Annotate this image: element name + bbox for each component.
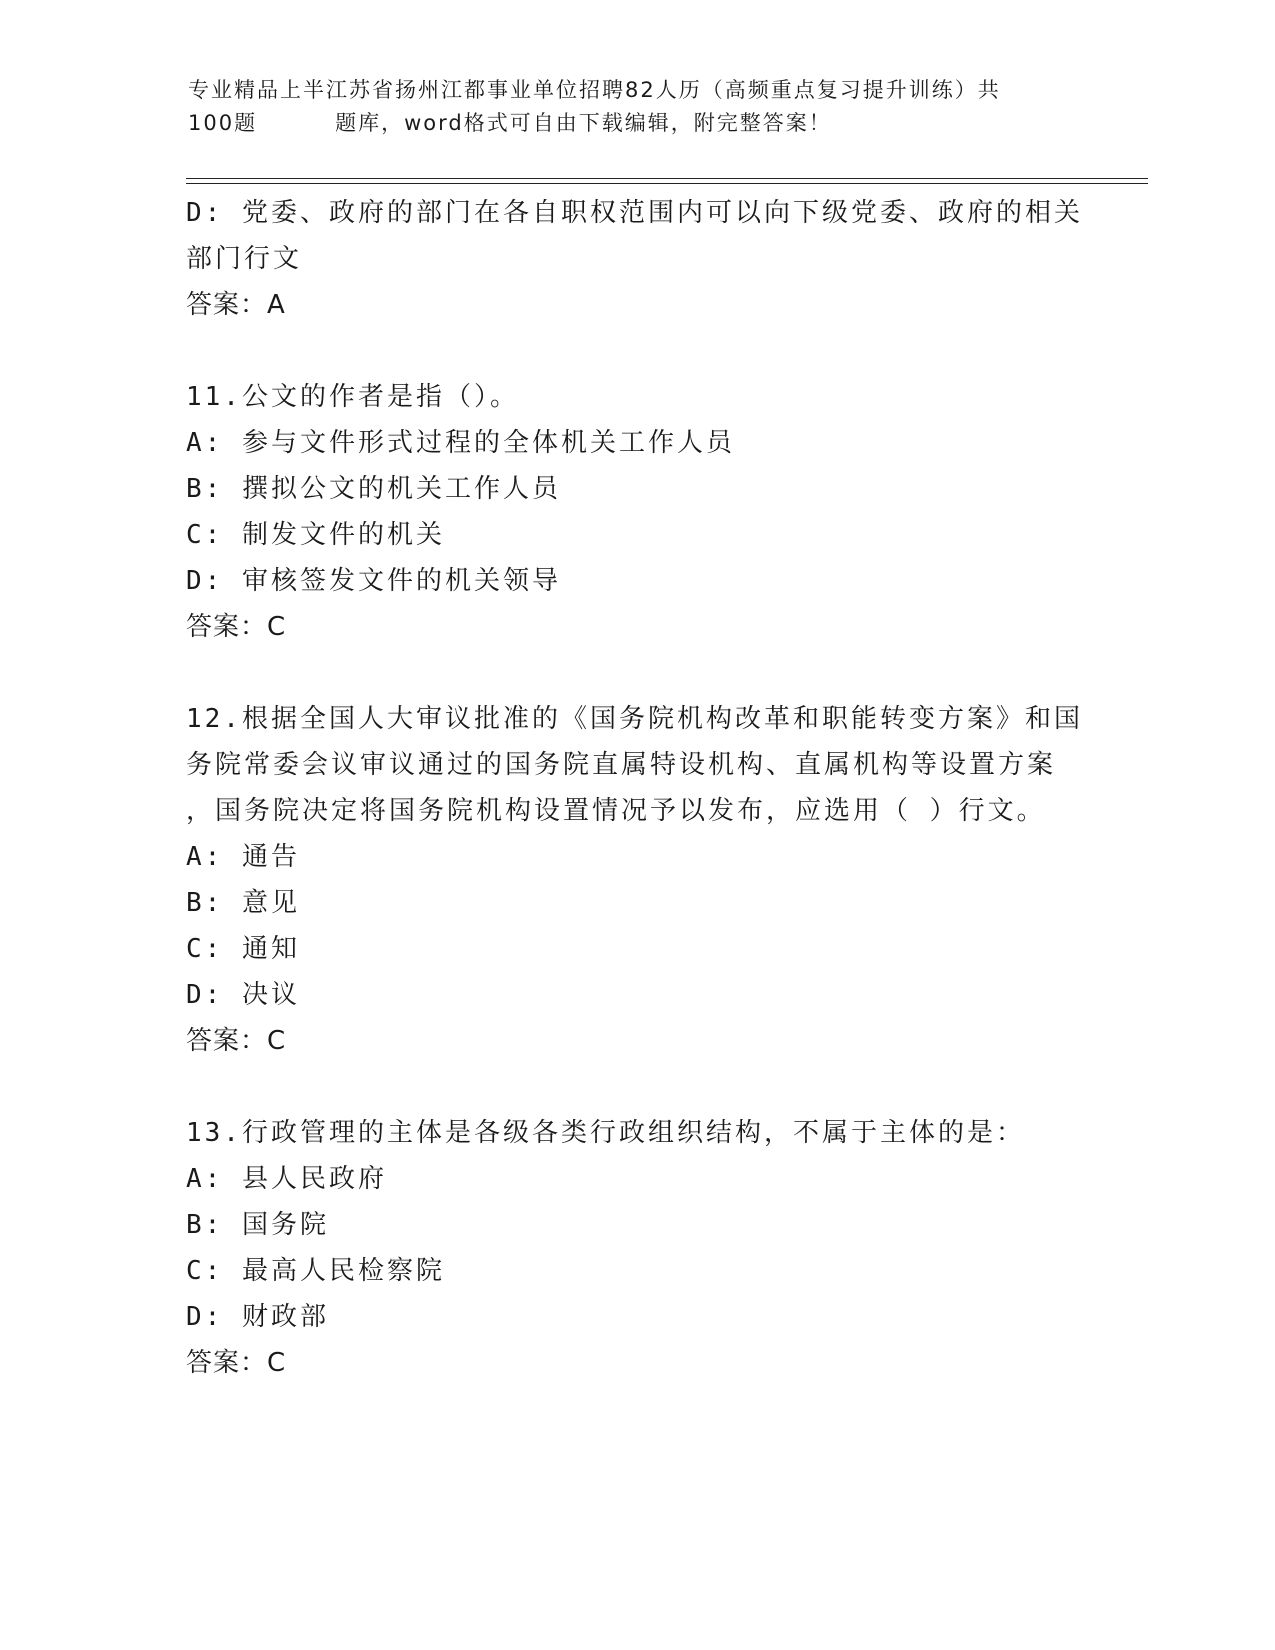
question-stem: 13.行政管理的主体是各级各类行政组织结构，不属于主体的是： [186, 1118, 1025, 1148]
question-body [186, 190, 1086, 1386]
question-stem-line-2: 务院常委会议审议通过的国务院直属特设机构、直属机构等设置方案 [186, 750, 1057, 780]
option-d: D: 财政部 [186, 1302, 329, 1332]
question-11 [186, 374, 1086, 650]
question-stem-line-1: 12.根据全国人大审议批准的《国务院机构改革和职能转变方案》和国 [186, 704, 1083, 734]
option-c: C: 制发文件的机关 [186, 520, 445, 550]
header-divider-top [186, 178, 1148, 179]
answer: 答案：C [186, 612, 287, 642]
option-c: C: 最高人民检察院 [186, 1256, 445, 1286]
option-c: C: 通知 [186, 934, 300, 964]
option-a: A: 县人民政府 [186, 1164, 387, 1194]
option-d-continued: 部门行文 [186, 244, 303, 274]
header-count: 100题 [188, 111, 258, 135]
header-subtitle: 题库，word格式可自由下载编辑，附完整答案！ [335, 111, 832, 135]
header-divider-bottom [186, 183, 1148, 184]
question-12 [186, 696, 1086, 1064]
option-b: B: 撰拟公文的机关工作人员 [186, 474, 561, 504]
question-13 [186, 1110, 1086, 1386]
option-d: D: 决议 [186, 980, 300, 1010]
answer: 答案：A [186, 290, 286, 320]
question-10-tail [186, 190, 1086, 328]
option-b: B: 意见 [186, 888, 300, 918]
option-a: A: 通告 [186, 842, 300, 872]
header-line-1: 专业精品上半江苏省扬州江都事业单位招聘82人历（高频重点复习提升训练）共 [188, 78, 1001, 102]
answer: 答案：C [186, 1026, 287, 1056]
option-d: D: 党委、政府的部门在各自职权范围内可以向下级党委、政府的相关 [186, 198, 1083, 228]
page-header [188, 74, 1088, 140]
header-line-2 [188, 107, 1088, 140]
question-stem: 11.公文的作者是指（）。 [186, 382, 519, 412]
answer: 答案：C [186, 1348, 287, 1378]
option-d: D: 审核签发文件的机关领导 [186, 566, 561, 596]
option-a: A: 参与文件形式过程的全体机关工作人员 [186, 428, 735, 458]
option-b: B: 国务院 [186, 1210, 329, 1240]
question-stem-line-3: ，国务院决定将国务院机构设置情况予以发布，应选用（ ）行文。 [186, 796, 1046, 826]
